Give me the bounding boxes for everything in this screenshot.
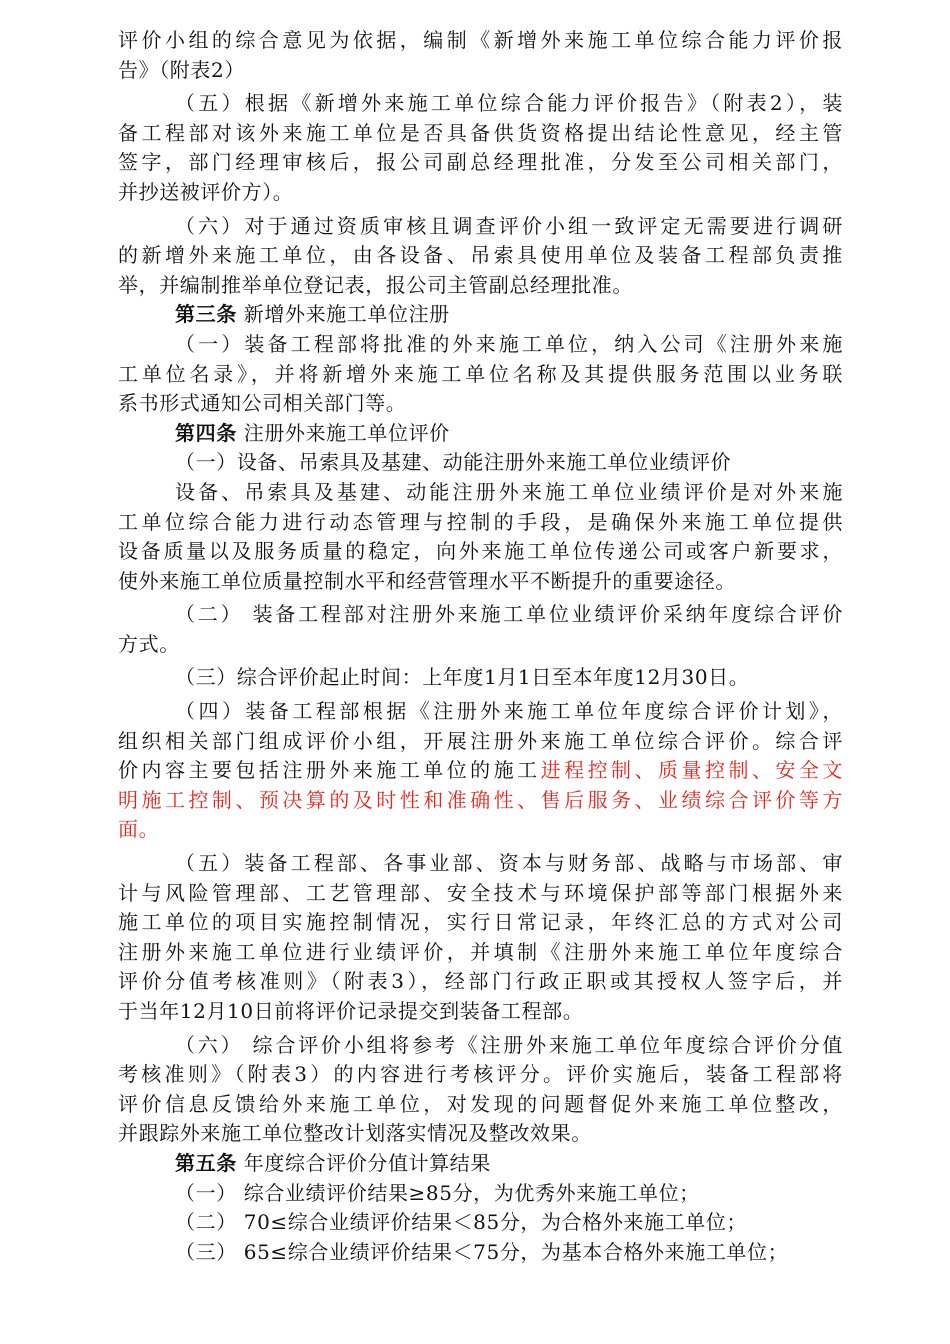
text-segment: 施工单位的项目实施控制情况，实行日常记录，年终汇总的方式对公司 <box>118 910 843 935</box>
text-segment: 设备、吊索具及基建、动能注册外来施工单位业绩评价是对外来施 <box>175 479 843 504</box>
text-segment: 考核准则》（附表3）的内容进行考核评分。评价实施后，装备工程部将 <box>118 1062 843 1087</box>
text-segment: 价内容主要包括注册外来施工单位的施工 <box>118 758 541 783</box>
text-segment: 注册外来施工单位评价 <box>236 420 450 445</box>
text-line <box>118 1060 843 1090</box>
text-segment: 工单位综合能力进行动态管理与控制的手段，是确保外来施工单位提供 <box>118 509 843 534</box>
text-line <box>118 1238 843 1268</box>
text-segment: （六）对于通过资质审核且调查评价小组一致评定无需要进行调研 <box>175 213 843 238</box>
text-line <box>118 448 843 478</box>
text-line <box>118 241 843 271</box>
text-line <box>118 389 843 419</box>
text-segment: 使外来施工单位质量控制水平和经营管理水平不断提升的重要途径。 <box>118 568 736 593</box>
text-line <box>118 997 843 1027</box>
text-segment: 设备质量以及服务质量的稳定，向外来施工单位传递公司或客户新要求， <box>118 539 843 564</box>
text-segment: 评价分值考核准则》（附表3），经部门行政正职或其授权人签字后，并 <box>118 969 843 994</box>
text-line <box>118 330 843 360</box>
text-line <box>118 938 843 968</box>
text-segment: 新增外来施工单位注册 <box>236 302 450 327</box>
text-segment: 评价信息反馈给外来施工单位，对发现的问题督促外来施工单位整改， <box>118 1091 843 1116</box>
text-segment: 计与风险管理部、工艺管理部、安全技术与环境保护部等部门根据外来 <box>118 880 843 905</box>
text-line <box>118 360 843 390</box>
highlighted-text: 明施工控制、预决算的及时性和准确性、售后服务、业绩综合评价等方 <box>118 787 843 812</box>
article-heading: 第五条 <box>175 1150 237 1175</box>
text-segment: 的新增外来施工单位，由各设备、吊索具使用单位及装备工程部负责推 <box>118 243 843 268</box>
text-segment: 并抄送被评价方）。 <box>118 179 294 204</box>
text-line <box>118 119 843 149</box>
highlighted-text: 面。 <box>118 817 160 842</box>
text-segment: （五）根据《新增外来施工单位综合能力评价报告》（附表2），装 <box>175 91 843 116</box>
text-line <box>118 508 843 538</box>
text-segment: （四）装备工程部根据《注册外来施工单位年度综合评价计划》， <box>175 699 843 724</box>
text-segment: （二） 70≤综合业绩评价结果＜85分，为合格外来施工单位； <box>175 1210 748 1235</box>
text-line <box>118 815 843 845</box>
text-line <box>118 908 843 938</box>
text-line <box>118 600 843 630</box>
text-segment: 注册外来施工单位进行业绩评价，并填制《注册外来施工单位年度综合 <box>118 939 843 964</box>
text-line <box>118 212 843 242</box>
text-segment: 工单位名录》，并将新增外来施工单位名称及其提供服务范围以业务联 <box>118 361 843 386</box>
article-heading: 第三条 <box>175 302 237 327</box>
text-line <box>118 178 843 208</box>
text-segment: 告》（附表2） <box>118 57 245 82</box>
text-line <box>118 879 843 909</box>
text-line <box>118 727 843 757</box>
text-segment: 评价小组的综合意见为依据，编制《新增外来施工单位综合能力评价报 <box>118 28 843 52</box>
document-body <box>118 26 843 1267</box>
text-line <box>118 1119 843 1149</box>
text-line <box>118 1149 843 1179</box>
text-segment: 并跟踪外来施工单位整改计划落实情况及整改效果。 <box>118 1121 592 1146</box>
text-line <box>118 663 843 693</box>
text-segment: 签字，部门经理审核后，报公司副总经理批准，分发至公司相关部门， <box>118 150 843 175</box>
text-line <box>118 756 843 786</box>
text-segment: 组织相关部门组成评价小组，开展注册外来施工单位综合评价。综合评 <box>118 728 843 753</box>
article-heading: 第四条 <box>175 420 237 445</box>
text-line <box>118 786 843 816</box>
text-line <box>118 537 843 567</box>
text-line <box>118 419 843 449</box>
text-line <box>118 697 843 727</box>
text-line <box>118 1031 843 1061</box>
text-segment: （一）设备、吊索具及基建、动能注册外来施工单位业绩评价 <box>175 450 732 475</box>
text-line <box>118 567 843 597</box>
text-segment: （五）装备工程部、各事业部、资本与财务部、战略与市场部、审 <box>175 851 843 876</box>
text-segment: 年度综合评价分值计算结果 <box>236 1150 491 1175</box>
text-line <box>118 300 843 330</box>
text-line <box>118 1090 843 1120</box>
text-line <box>118 271 843 301</box>
text-line <box>118 1179 843 1209</box>
text-line <box>118 26 843 56</box>
text-line <box>118 56 843 86</box>
text-line <box>118 630 843 660</box>
text-segment: （三）综合评价起止时间：上年度1月1日至本年度12月30日。 <box>175 665 750 690</box>
text-segment: 举，并编制推举单位登记表，报公司主管副总经理批准。 <box>118 272 633 297</box>
text-line <box>118 89 843 119</box>
text-segment: （三） 65≤综合业绩评价结果＜75分，为基本合格外来施工单位； <box>175 1239 789 1264</box>
text-segment: 系书形式通知公司相关部门等。 <box>118 391 407 416</box>
text-line <box>118 849 843 879</box>
text-line <box>118 967 843 997</box>
text-segment: 方式。 <box>118 631 180 656</box>
highlighted-text: 进程控制、质量控制、安全文 <box>540 758 843 783</box>
text-segment: （一）装备工程部将批准的外来施工单位，纳入公司《注册外来施 <box>175 331 843 356</box>
text-segment: （一） 综合业绩评价结果≥85分，为优秀外来施工单位； <box>175 1180 700 1205</box>
text-segment: 备工程部对该外来施工单位是否具备供货资格提出结论性意见，经主管 <box>118 120 843 145</box>
text-line <box>118 478 843 508</box>
text-segment: 于当年12月10日前将评价记录提交到装备工程部。 <box>118 999 584 1023</box>
text-line <box>118 148 843 178</box>
text-segment: （二） 装备工程部对注册外来施工单位业绩评价采纳年度综合评价 <box>175 602 843 627</box>
text-segment: （六） 综合评价小组将参考《注册外来施工单位年度综合评价分值 <box>175 1032 843 1057</box>
text-line <box>118 1208 843 1238</box>
